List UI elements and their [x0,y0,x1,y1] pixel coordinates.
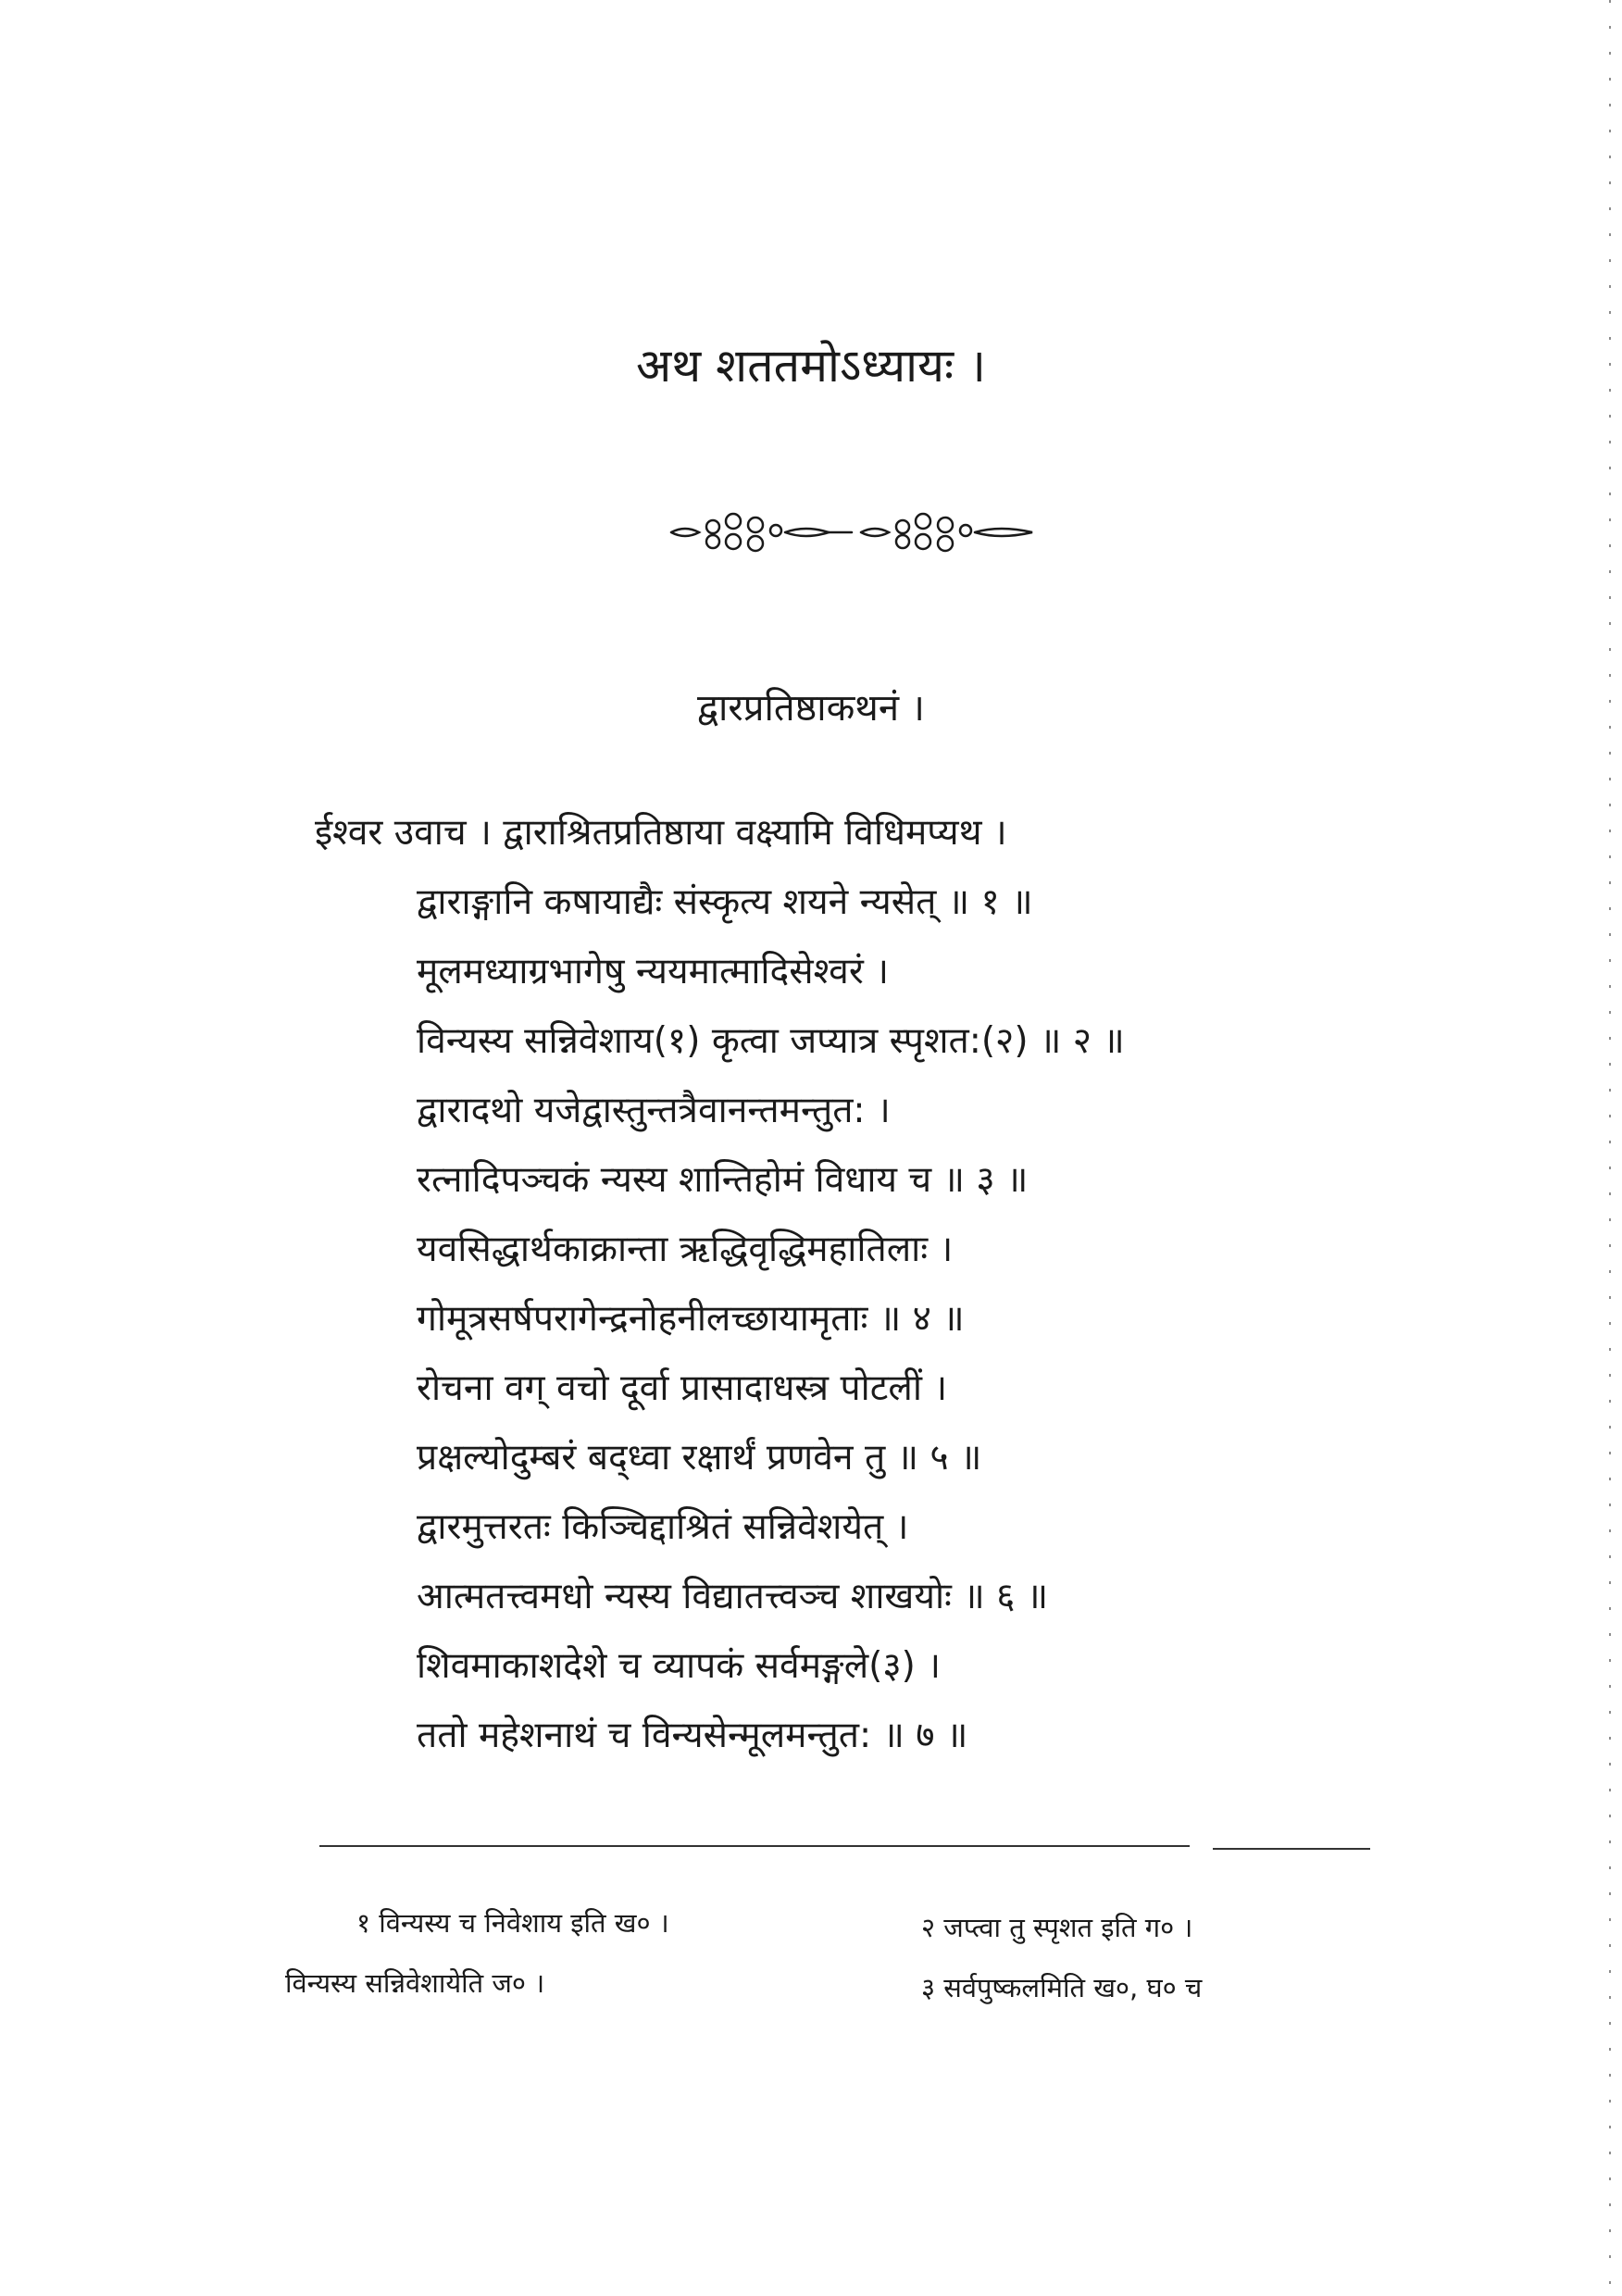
footnote-rule [319,1845,1190,1847]
verse-line: ईश्वर उवाच । द्वाराश्रितप्रतिष्ठाया वक्ष्यामि विधिमप्यथ । [315,812,1007,854]
footnote: ३ सर्वपुष्कलमिति ख०, घ० च [921,1972,1203,2003]
verse-line: रोचना वग्‌ वचो दूर्वा प्रासादाधस्त्र पोटलीं । [417,1367,948,1409]
verse-line: शिवमाकाशदेशे च व्यापकं सर्वमङ्गले(३) । [417,1645,942,1687]
footnote: १ विन्यस्य च निवेशाय इति ख० । [356,1907,669,1939]
verse-line: यवसिद्धार्थकाक्रान्ता ऋद्धिवृद्धिमहातिलाः । [417,1229,954,1270]
verse-line: आत्मतत्त्वमधो न्यस्य विद्यातत्त्वञ्च शाखयोः ॥ ६ ॥ [417,1576,1049,1617]
verse-line: रत्नादिपञ्चकं न्यस्य शान्तिहोमं विधाय च ॥ ३ ॥ [417,1159,1029,1201]
verse-line: द्वारमुत्तरतः किञ्चिद्दाश्रितं सन्निवेशयेत् । [417,1506,909,1548]
verse-line: द्वाराङ्गानि कषायाद्यैः संस्कृत्य शयने न्यसेत् ॥ १ ॥ [417,881,1033,923]
ornament-divider [667,505,1055,560]
verse-line: द्वारादथो यजेद्वास्तुन्तत्रैवानन्तमन्तुत: । [417,1090,891,1131]
verse-line: प्रक्षल्योदुम्बरं बद्ध्वा रक्षार्थं प्रणवेन तु ॥ ५ ॥ [417,1437,982,1479]
footnote: विन्यस्य सन्निवेशायेति ज० । [285,1967,545,1999]
verse-line: मूलमध्याग्रभागेषु न्ययमात्मादिसेश्वरं । [417,951,889,992]
footnote: २ जप्त्वा तु स्पृशत इति ग० । [921,1912,1193,1943]
verse-line: ततो महेशनाथं च विन्यसेन्मूलमन्तुत: ॥ ७ ॥ [417,1715,968,1756]
chapter-title: अथ शततमोऽध्यायः । [636,339,986,393]
footnote-rule-short [1213,1848,1370,1850]
section-heading: द्वारप्रतिष्ठाकथनं । [697,687,925,730]
verse-line: गोमूत्रसर्षपरागेन्द्रनोहनीलच्छायामृताः ॥ ४ ॥ [417,1298,965,1340]
verse-line: विन्यस्य सन्निवेशाय(१) कृत्वा जप्यात्र स्पृशत:(२) ॥ २ ॥ [417,1020,1125,1062]
scan-edge-mark [1605,0,1615,2296]
